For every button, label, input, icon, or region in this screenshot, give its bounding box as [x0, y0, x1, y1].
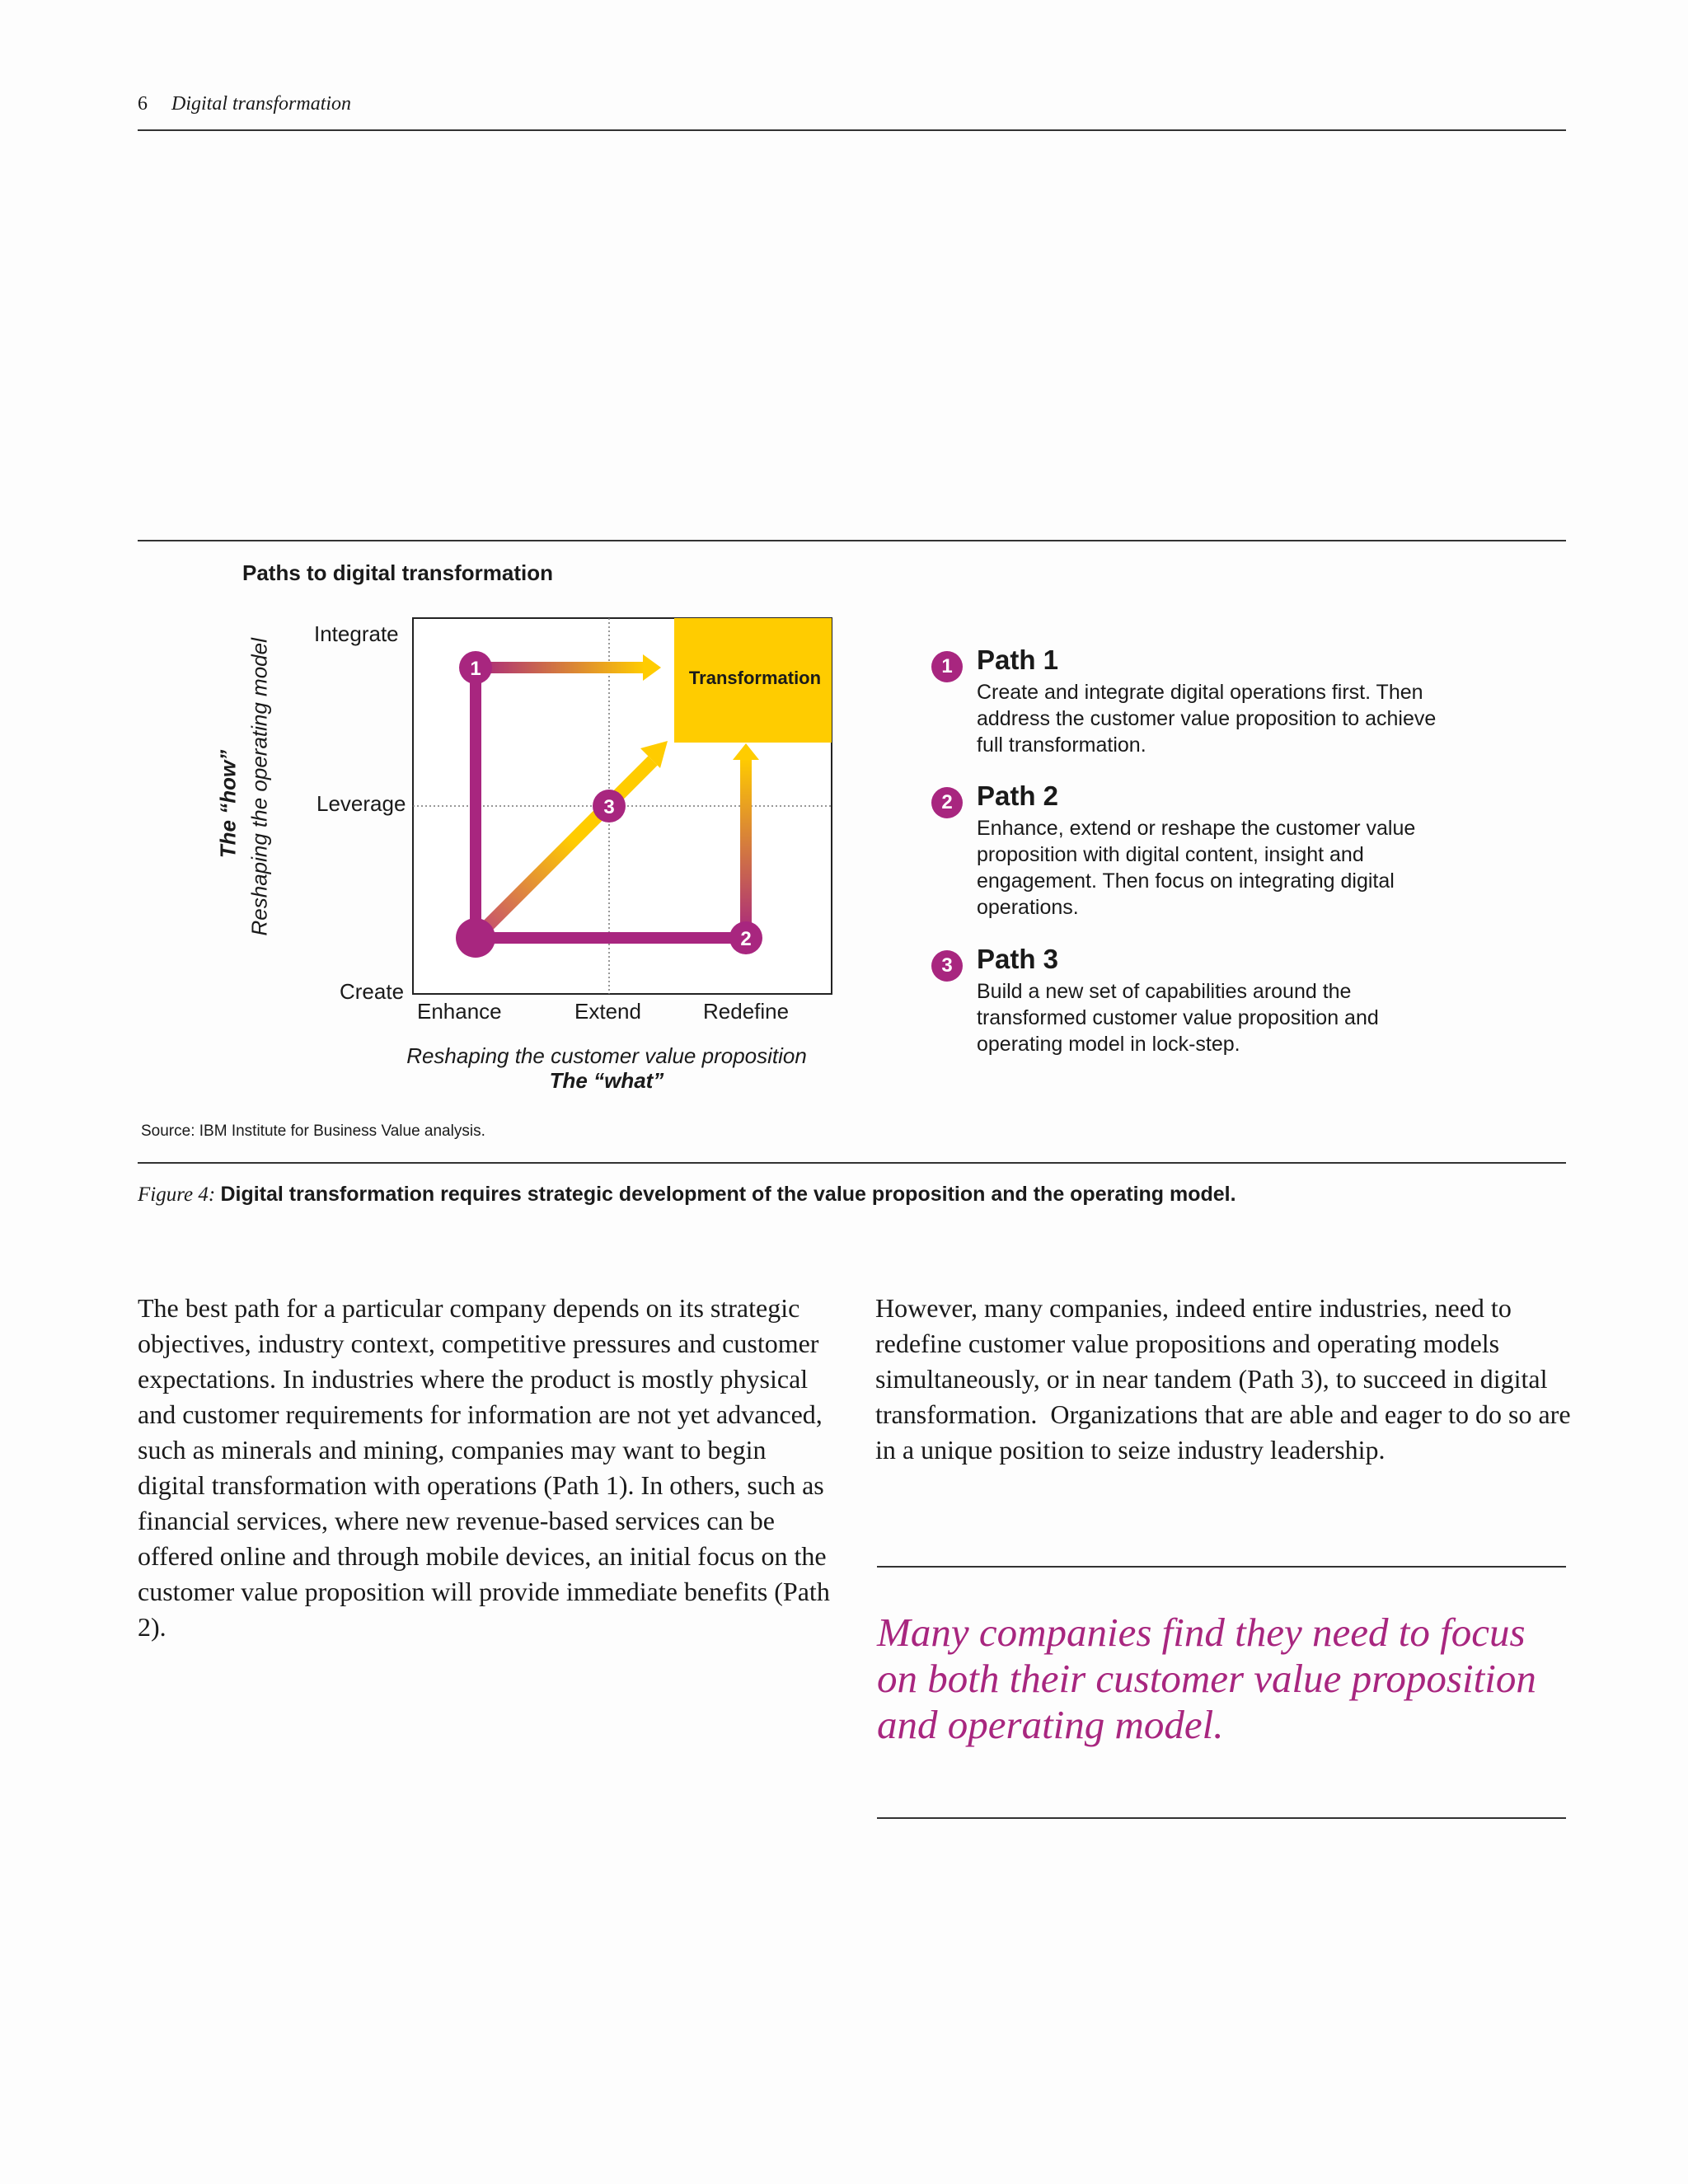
pull-quote: Many companies find they need to focus on both their customer value proposition and operating model. [877, 1610, 1536, 1747]
y-axis-subtitle: The “how” [215, 749, 241, 859]
figure-title: Paths to digital transformation [242, 560, 554, 585]
transformation-label: Transformation [688, 668, 822, 688]
legend-desc-1: Create and integrate digital operations first. Then address the customer value proposition to achieve full transformation. [977, 681, 1437, 757]
path2-vertical-arrow-shaft [740, 758, 752, 938]
marker-2 [729, 921, 762, 954]
y-axis-title: Reshaping the operating model [246, 638, 272, 936]
legend-badge-2: 2 [931, 787, 963, 818]
marker-2-label: 2 [740, 928, 752, 950]
figure-top-rule [138, 540, 1566, 541]
legend-desc-3: Build a new set of capabilities around the transformed customer value proposition and operating model in lock-step. [977, 980, 1379, 1056]
legend-title-3: Path 3 [977, 944, 1059, 974]
running-header-title: Digital transformation [171, 93, 352, 115]
legend-badge-3: 3 [931, 950, 963, 982]
page-number: 6 [138, 93, 148, 115]
marker-3-label: 3 [603, 796, 615, 818]
x-level-enhance: Enhance [417, 999, 502, 1024]
caption-label: Figure 4: [138, 1183, 216, 1206]
figure-caption [138, 1183, 1236, 1207]
legend-badge-1: 1 [931, 651, 963, 682]
marker-1-label: 1 [470, 658, 481, 680]
marker-1 [459, 651, 492, 684]
caption-text: Digital transformation requires strategic development of the value proposition and the operating model. [220, 1183, 1236, 1206]
source-note: Source: IBM Institute for Business Value analysis. [141, 1122, 485, 1140]
paths-diagram [396, 602, 857, 1014]
legend-title-1: Path 1 [977, 644, 1059, 675]
x-axis-title: Reshaping the customer value proposition [406, 1043, 807, 1068]
pull-quote-top-rule [877, 1566, 1566, 1568]
body-paragraph-left: The best path for a particular company depends on its strategic objectives, industry context, competitive pressures and customer expectations. In industries where the product is mostly physical and customer requirements for information are not yet advanced, such as minerals and mining, companies may want to begin digital transformation with operations (Path 1). In others, such as financial services, where new revenue-based services can be offered online and through mobile devices, an initial focus on the customer value proposition will provide immediate benefits (Path 2). [138, 1293, 830, 1642]
y-level-create: Create [340, 979, 405, 1004]
y-level-leverage: Leverage [316, 791, 406, 816]
start-dot [456, 918, 495, 958]
legend-title-2: Path 2 [977, 780, 1059, 811]
x-axis-subtitle: The “what” [549, 1068, 664, 1093]
x-level-extend: Extend [574, 999, 641, 1024]
marker-3 [593, 790, 626, 823]
legend-path-3 [931, 944, 1442, 1056]
y-level-integrate: Integrate [314, 621, 399, 646]
pull-quote-bottom-rule [877, 1817, 1566, 1819]
figure-bottom-rule [138, 1162, 1566, 1164]
legend-path-2 [931, 780, 1442, 919]
legend-desc-2: Enhance, extend or reshape the customer value proposition with digital content, insight and engagement. Then focus on integrating digital operations. [977, 817, 1416, 919]
body-paragraph-right: However, many companies, indeed entire industries, need to redefine customer value propositions and operating models simultaneously, or in near tandem (Path 3), to succeed in digital transformation. Organizations that are able and eager to do so are in a unique position to seize industry leadership. [875, 1293, 1571, 1465]
x-level-redefine: Redefine [703, 999, 790, 1024]
path1-top-arrow-shaft [476, 662, 645, 673]
legend-path-1 [931, 644, 1442, 757]
header-rule [138, 129, 1566, 131]
